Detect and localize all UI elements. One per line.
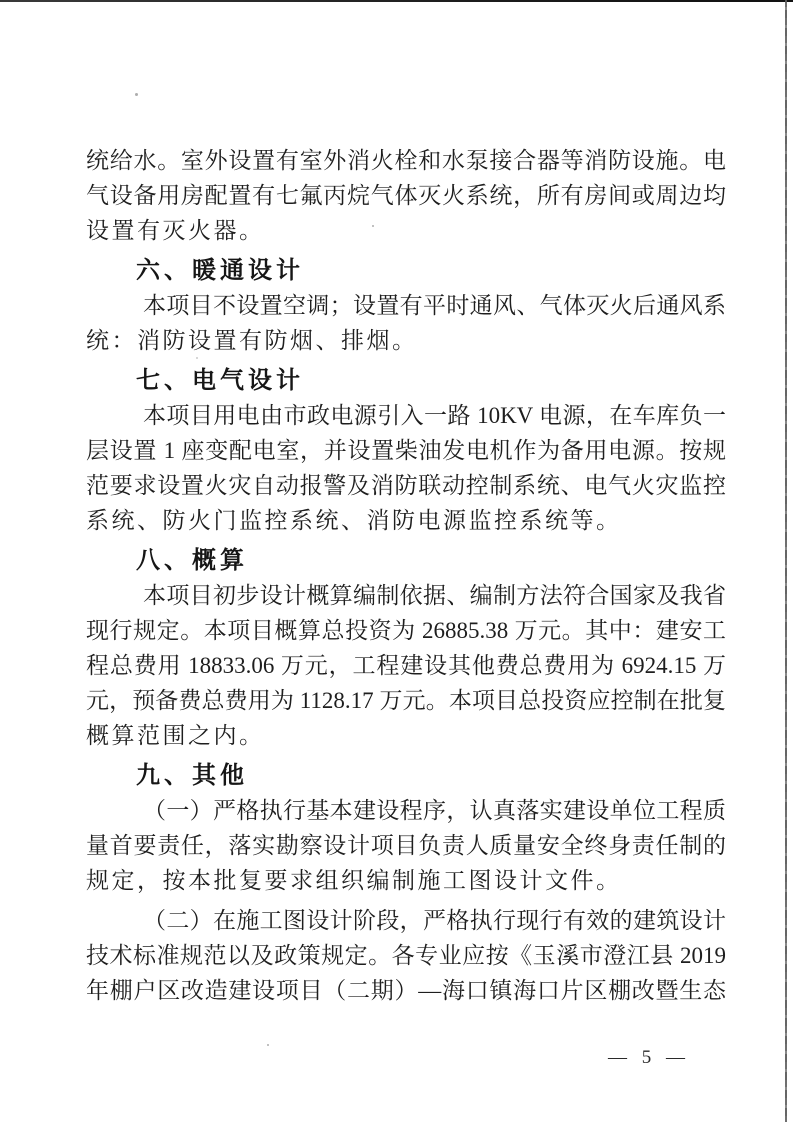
scan-edge-right <box>785 0 787 1122</box>
text-line: （二）在施工图设计阶段，严格执行现行有效的建筑设计 <box>143 908 726 933</box>
text-line: 系统、防火门监控系统、消防电源监控系统等。 <box>86 508 622 533</box>
text-line: 程总费用 18833.06 万元，工程建设其他费总费用为 6924.15 万 <box>86 653 726 678</box>
page-number: — 5 — <box>608 1047 688 1068</box>
text-line: 设置有灭火器。 <box>86 218 265 243</box>
scan-edge-top <box>0 0 793 2</box>
heading-cost-estimate: 八、概算 <box>136 547 248 574</box>
text-line: 技术标准规范以及政策规定。各专业应按《玉溪市澄江县 2019 <box>86 943 726 968</box>
text-line: 概算范围之内。 <box>86 723 265 748</box>
heading-electrical-design: 七、电气设计 <box>136 367 304 394</box>
text-line: （一）严格执行基本建设程序，认真落实建设单位工程质 <box>143 798 726 823</box>
text-line: 元，预备费总费用为 1128.17 万元。本项目总投资应控制在批复 <box>86 688 726 713</box>
document-body <box>86 143 726 1008</box>
heading-hvac-design: 六、暖通设计 <box>136 257 304 284</box>
text-line: 年棚户区改造建设项目（二期）—海口镇海口片区棚改暨生态 <box>86 978 726 1003</box>
text-line: 规定，按本批复要求组织编制施工图设计文件。 <box>86 868 622 893</box>
text-line: 范要求设置火灾自动报警及消防联动控制系统、电气火灾监控 <box>86 473 726 498</box>
text-line: 气设备用房配置有七氟丙烷气体灭火系统，所有房间或周边均 <box>86 183 726 208</box>
text-line: 本项目不设置空调；设置有平时通风、气体灭火后通风系 <box>143 293 726 318</box>
text-line: 量首要责任，落实勘察设计项目负责人质量安全终身责任制的 <box>86 833 726 858</box>
scan-speck <box>135 93 138 96</box>
text-line: 层设置 1 座变配电室，并设置柴油发电机作为备用电源。按规 <box>86 438 726 463</box>
text-line: 本项目初步设计概算编制依据、编制方法符合国家及我省 <box>143 583 726 608</box>
text-line: 统：消防设置有防烟、排烟。 <box>86 328 418 353</box>
text-line: 本项目用电由市政电源引入一路 10KV 电源，在车库负一 <box>143 403 726 428</box>
heading-other: 九、其他 <box>136 762 248 789</box>
text-line: 统给水。室外设置有室外消火栓和水泵接合器等消防设施。电 <box>86 148 726 173</box>
scan-speck <box>267 1044 269 1046</box>
text-line: 现行规定。本项目概算总投资为 26885.38 万元。其中：建安工 <box>86 618 726 643</box>
